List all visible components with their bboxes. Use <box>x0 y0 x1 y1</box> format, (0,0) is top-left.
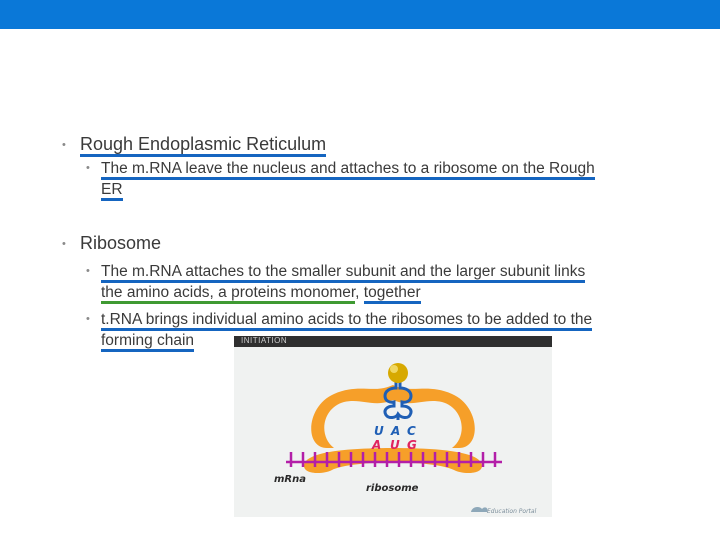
bullet-line: the amino acids, a proteins monomer <box>101 284 355 304</box>
mrna-label: mRna <box>274 474 306 485</box>
bullet-icon: • <box>86 313 90 325</box>
bullet-text-3 <box>101 310 592 330</box>
anticodon-u: U <box>374 424 384 438</box>
codon-a: A <box>372 438 382 452</box>
watermark-text: Education Portal <box>487 508 537 515</box>
heading-ribosome <box>80 233 161 253</box>
bullet-line: forming chain <box>101 332 194 352</box>
bullet-icon: • <box>62 238 66 250</box>
ribosome-diagram <box>234 336 552 517</box>
heading-text: Rough Endoplasmic Reticulum <box>80 134 326 157</box>
amino-acid-icon <box>388 363 408 383</box>
ribosome-label: ribosome <box>366 483 419 494</box>
bullet-text-2-cont <box>101 283 421 303</box>
bullet-line: ER <box>101 181 123 201</box>
codon-g: G <box>407 438 417 452</box>
anticodon-a: A <box>391 424 401 438</box>
bullet-text-1 <box>101 159 595 179</box>
bullet-text-1-cont <box>101 180 123 200</box>
bullet-text-2 <box>101 262 585 282</box>
bullet-line: The m.RNA attaches to the smaller subunit and the larger subunit links <box>101 263 585 283</box>
anticodon-c: C <box>407 424 416 438</box>
ribosome-initiation-figure <box>234 336 552 517</box>
bullet-icon: • <box>86 162 90 174</box>
top-banner <box>0 0 720 29</box>
heading-text: Ribosome <box>80 233 162 253</box>
bullet-line: The m.RNA leave the nucleus and attaches to a ribosome on the Rough <box>101 160 595 180</box>
heading-rough-er <box>80 134 326 154</box>
bullet-icon: • <box>62 139 66 151</box>
bullet-icon: • <box>86 265 90 277</box>
bullet-text-3-cont <box>101 331 194 351</box>
bullet-line: t.RNA brings individual amino acids to the ribosomes to be added to the <box>101 311 592 331</box>
education-portal-logo <box>471 507 487 512</box>
codon-u: U <box>390 438 400 452</box>
bullet-line: , <box>355 284 364 301</box>
bullet-line: together <box>364 284 421 304</box>
figure-header-label: INITIATION <box>241 336 288 345</box>
